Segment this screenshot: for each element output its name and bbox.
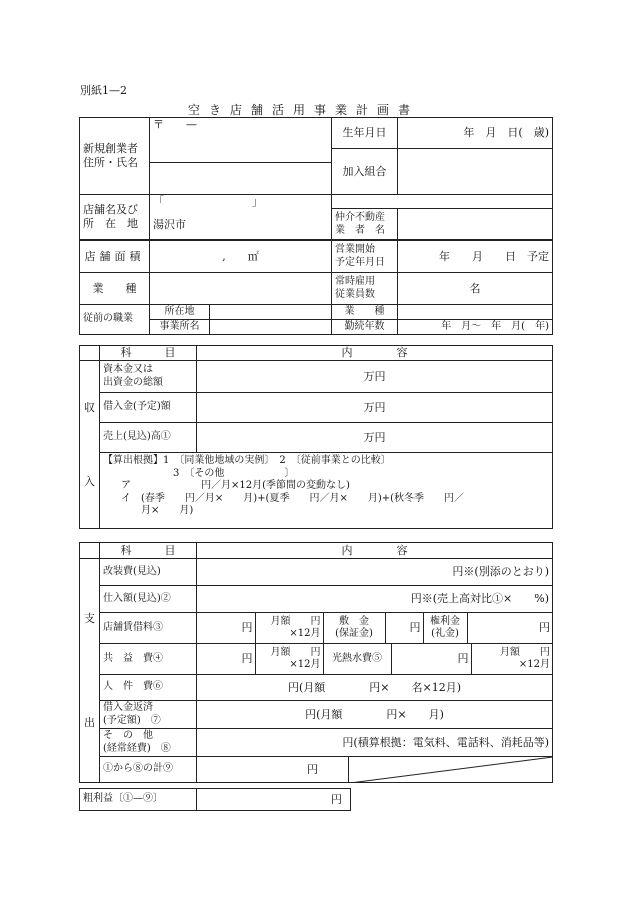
page-title: 空き店舗活用事業計画書 (188, 103, 420, 117)
name-field[interactable] (150, 163, 332, 195)
expense-side-label: 支 出 (80, 559, 100, 783)
labor-value[interactable]: 円(月額 円× 名×12月) (197, 675, 553, 701)
deposit-value[interactable]: 円 (385, 613, 423, 643)
capital-label: 資本金又は 出資金の総額 (100, 361, 197, 393)
income-content-header: 内 容 (197, 346, 553, 361)
total-diagonal (350, 757, 553, 783)
deposit-label: 敷 金 (保証金) (323, 613, 385, 643)
expense-corner (80, 543, 100, 559)
store-label: 店舗名及び 所 在 地 (80, 195, 150, 240)
broker-value[interactable] (398, 209, 553, 241)
total-row (197, 757, 553, 783)
utility-value[interactable]: 円 (391, 644, 471, 674)
gross-profit-value[interactable]: 円 (197, 789, 351, 811)
open-date-value[interactable]: 年 月 日 予定 (398, 241, 553, 273)
total-label: ①から⑧の計⑨ (100, 757, 197, 783)
sales-label: 売上(見込)高① (100, 423, 197, 453)
doc-number: 別紙1—2 (80, 84, 127, 97)
income-table (79, 345, 553, 529)
income-side-label: 収 入 (80, 361, 100, 529)
loan-amount-value[interactable]: 万円 (197, 393, 553, 423)
open-date-label: 営業開始 予定年月日 (332, 241, 398, 273)
area-value[interactable]: , ㎡ (150, 241, 332, 273)
loan-amount-label: 借入金(予定)額 (100, 393, 197, 423)
utility-label: 光熱水費⑤ (323, 644, 391, 674)
renovation-label: 改装費(見込) (100, 559, 197, 586)
postal-code-field[interactable]: 〒 — (150, 118, 332, 149)
birth-date-value[interactable]: 年 月 日( 歳) (398, 118, 553, 149)
store-city-field[interactable]: 湯沢市 (150, 211, 332, 240)
renovation-value[interactable]: 円※(別添のとおり) (197, 559, 553, 586)
previous-business-value[interactable] (398, 305, 553, 320)
purchase-value[interactable]: 円※(売上高対比①× %) (197, 586, 553, 613)
rent-monthly: 月額 円 ×12月 (255, 613, 323, 643)
gross-profit-label: 粗利益〔①—⑨〕 (80, 789, 197, 811)
rent-label: 店舗賃借料③ (100, 613, 197, 644)
expense-content-header: 内 容 (197, 543, 553, 559)
employees-value[interactable]: 名 (398, 273, 553, 305)
loan-repayment-value[interactable]: 円(月額 円× 月) (197, 701, 553, 729)
profit-table (79, 788, 351, 811)
employees-label: 常時雇用 従業員数 (332, 273, 398, 305)
common-fee-label: 共 益 費④ (100, 644, 197, 675)
previous-office-label: 事業所名 (150, 320, 210, 335)
broker-table (331, 208, 553, 241)
other-expense-value[interactable]: 円(積算根拠：電気料、電話料、消耗品等) (197, 729, 553, 757)
common-fee-row (197, 644, 553, 675)
common-fee-value[interactable]: 円 (197, 644, 255, 674)
total-value[interactable]: 円 (197, 757, 349, 782)
union-label: 加入組合 (332, 149, 398, 195)
address-field[interactable] (150, 149, 332, 163)
business-type-label: 業 種 (80, 273, 150, 305)
previous-location-label: 所在地 (150, 305, 210, 320)
broker-label: 仲介不動産 業 者 名 (332, 209, 398, 241)
birth-date-label: 生年月日 (332, 118, 398, 149)
union-value[interactable] (398, 149, 553, 195)
expense-subject-header: 科 目 (100, 543, 197, 559)
previous-job-label: 従前の職業 (80, 305, 150, 335)
rent-value[interactable]: 円 (197, 613, 255, 643)
business-type-value[interactable] (150, 273, 332, 305)
expense-table (79, 542, 553, 783)
common-monthly: 月額 円 ×12月 (255, 644, 323, 674)
capital-value[interactable]: 万円 (197, 361, 553, 393)
applicant-table-lower (79, 240, 553, 335)
common-subtable (197, 644, 552, 674)
loan-repayment-label: 借入金返済 (予定額) ⑦ (100, 701, 197, 729)
previous-office-value[interactable] (210, 320, 332, 335)
key-money-label: 権利金 (礼金) (423, 613, 467, 643)
applicant-address-label: 新規創業者 住所・氏名 (80, 118, 150, 195)
store-name-field[interactable]: 「 」 (150, 195, 332, 211)
years-value[interactable]: 年 月〜 年 月( 年) (398, 320, 553, 335)
calculation-basis[interactable]: 【算出根拠】1 〔同業他地域の実例〕 2 〔従前事業との比較〕 3 〔その他 〕 ア 円／月×12月(季節間の変動なし) イ (春季 円／月× 月)+(夏季 円／月× 月)+(秋冬季 円／ 月× 月) (100, 453, 553, 529)
purchase-label: 仕入額(見込)② (100, 586, 197, 613)
other-expense-label: そ の 他 (経常経費) ⑧ (100, 729, 197, 757)
key-money-value[interactable]: 円 (539, 621, 550, 635)
years-label: 勤続年数 (332, 320, 398, 335)
previous-location-value[interactable] (210, 305, 332, 320)
area-label: 店舗面積 (80, 241, 150, 273)
rent-row (197, 613, 553, 644)
rent-subtable (197, 613, 552, 643)
income-subject-header: 科 目 (100, 346, 197, 361)
income-corner (80, 346, 100, 361)
labor-label: 人 件 費⑥ (100, 675, 197, 701)
previous-business-label: 業 種 (332, 305, 398, 320)
sales-value[interactable]: 万円 (197, 423, 553, 453)
utility-monthly: 月額 円 ×12月 (500, 646, 550, 670)
